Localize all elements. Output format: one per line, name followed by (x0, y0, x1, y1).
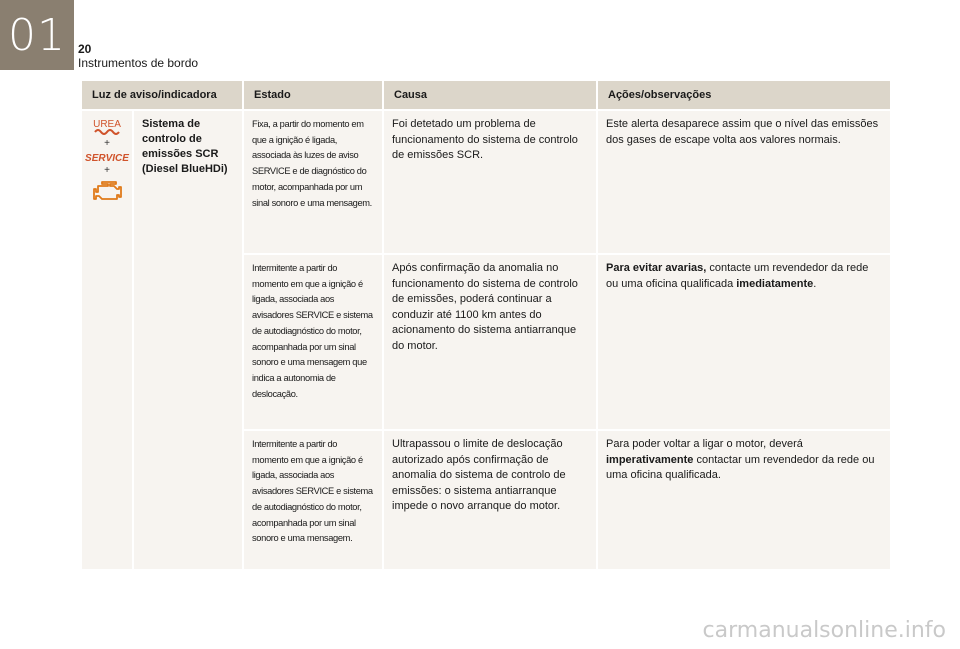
action-cell (598, 109, 890, 253)
header-state: Estado (244, 81, 384, 109)
plus-sign: + (104, 165, 110, 176)
cause-cell: Foi detetado um problema de funcionamento do sistema de controlo de emissões SCR. (384, 109, 598, 253)
svg-text:SERVICE: SERVICE (85, 153, 129, 164)
state-cell: Intermitente a partir do momento em que a ignição é ligada, associada aos avisadores SERVICE e sistema de autodiagnóstico do motor, acompanhada por um sinal sonoro e uma mensagem que indica a autonomia de deslocação. (244, 253, 384, 429)
header-actions: Ações/observações (598, 81, 890, 109)
cause-cell: Após confirmação da anomalia no funcionamento do sistema de controlo de emissões, poderá continuar a conduzir até 1100 km antes do acionamento do sistema antiarranque do motor. (384, 253, 598, 429)
section-title: Instrumentos de bordo (78, 56, 199, 70)
warning-icons-cell (82, 109, 134, 569)
state-cell: Intermitente a partir do momento em que a ignição é ligada, associada aos avisadores SERVICE e sistema de autodiagnóstico do motor, acompanhada por um sinal sonoro e uma mensagem. (244, 429, 384, 569)
table-row (82, 109, 890, 253)
service-warning-icon (85, 150, 129, 164)
cause-cell: Ultrapassou o limite de deslocação autorizado após confirmação de anomalia do sistema de controlo de emissões: o sistema antiarranque impede o novo arranque do motor. (384, 429, 598, 569)
action-cell (598, 253, 890, 429)
table-header-row (82, 81, 890, 109)
action-bold-mid: imperativamente (606, 453, 694, 466)
action-post: contactar um revendedor da rede ou uma oficina qualificada. (606, 453, 875, 481)
watermark: carmanualsonline.info (702, 618, 946, 643)
action-text: Este alerta desaparece assim que o nível das emissões dos gases de escape volta aos valores normais. (606, 118, 879, 146)
header-cause: Causa (384, 81, 598, 109)
action-text: contacte um revendedor da rede ou uma oficina qualificada (606, 262, 869, 290)
engine-warning-icon (90, 180, 124, 204)
action-cell (598, 429, 890, 569)
header-lamp: Luz de aviso/indicadora (82, 81, 244, 109)
action-post: . (813, 277, 817, 290)
plus-sign: + (104, 138, 110, 149)
warning-lights-table (82, 81, 890, 569)
svg-text:UREA: UREA (93, 119, 121, 130)
action-bold-pre: Para evitar avarias, (606, 262, 707, 274)
action-bold-mid: imediatamente (736, 277, 814, 290)
state-cell: Fixa, a partir do momento em que a ignição é ligada, associada às luzes de aviso SERVICE e de diagnóstico do motor, acompanhada por um sinal sonoro e uma mensagem. (244, 109, 384, 253)
urea-warning-icon (92, 117, 122, 137)
page-number: 20 (78, 42, 92, 56)
chapter-tab: 01 (0, 0, 74, 70)
action-text: Para poder voltar a ligar o motor, deverá (606, 438, 803, 450)
lamp-name: Sistema de controlo de emissões SCR (Diesel BlueHDi) (134, 109, 244, 569)
